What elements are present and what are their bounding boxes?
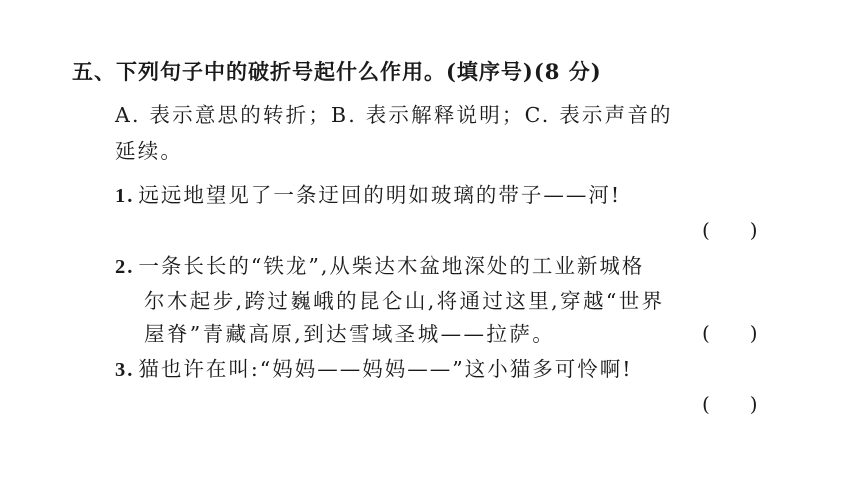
question-number: 3. — [115, 359, 135, 381]
question-text: 一条长长的“铁龙”,从柴达木盆地深处的工业新城格 — [138, 254, 645, 278]
answer-blank-2[interactable]: ( ) — [702, 321, 758, 345]
answer-blank-1[interactable]: ( ) — [702, 218, 758, 242]
question-number: 1. — [115, 185, 135, 207]
options-line-1: A. 表示意思的转折；B. 表示解释说明；C. 表示声音的 — [115, 103, 673, 127]
question-2 — [115, 249, 644, 279]
question-3 — [115, 352, 632, 382]
question-2-continuation-2: 屋脊”青藏高原,到达雪域圣城——拉萨。 — [144, 322, 556, 346]
question-number: 2. — [115, 256, 135, 278]
question-text: 猫也许在叫:“妈妈——妈妈——”这小猫多可怜啊! — [138, 357, 633, 381]
options-line-2: 延续。 — [115, 139, 184, 163]
question-text: 远远地望见了一条迂回的明如玻璃的带子——河! — [138, 183, 622, 207]
question-1 — [115, 178, 621, 208]
answer-blank-3[interactable]: ( ) — [702, 392, 758, 416]
question-2-continuation-1: 尔木起步,跨过巍峨的昆仑山,将通过这里,穿越“世界 — [144, 289, 665, 313]
section-title: 五、下列句子中的破折号起什么作用。(填序号)(8 分) — [72, 59, 602, 84]
